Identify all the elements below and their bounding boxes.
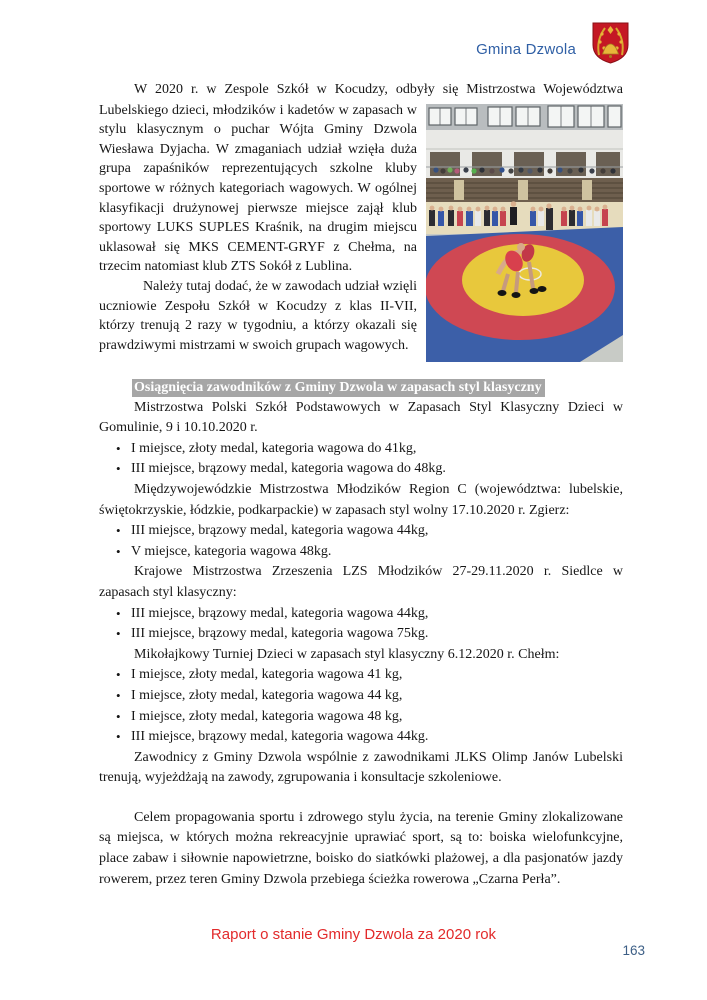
paragraph-sport-places: Celem propagowania sportu i zdrowego stylu życia, na terenie Gminy zlokalizowane są miejsca, w których można rekreacyjnie uprawiać sport, są to: boiska wielofunkcyjne, place zabaw i siłownie napowietrzne, boisko do siatkówki plażowej, a dla pasjonatów jazdy rowerem, przez teren Gminy Dzwola przebiega ścieżka rowerowa „Czarna Perła”. <box>99 809 623 887</box>
header-site-name: Gmina Dzwola <box>476 41 576 58</box>
achievement-item: • III miejsce, brązowy medal, kategoria wagowa 44kg, <box>116 521 623 542</box>
achievement-item: • III miejsce, brązowy medal, kategoria wagowa 44kg. <box>116 727 623 748</box>
event-intro: Mistrzostwa Polski Szkół Podstawowych w Zapasach Styl Klasyczny Dzieci w Gomulinie, 9 i 10.10.2020 r. <box>99 399 623 436</box>
achievement-item: • I miejsce, złoty medal, kategoria wagowa do 41kg, <box>116 439 623 460</box>
event-intro: Krajowe Mistrzostwa Zrzeszenia LZS Młodzików 27-29.11.2020 r. Siedlce w zapasach styl klasyczny: <box>99 564 623 600</box>
event-intro: Międzywojewódzkie Mistrzostwa Młodzików Region C (województwa: lubelskie, świętokrzyskie, łódzkie, podkarpackie) w zapasach styl wolny 17.10.2020 r. Zgierz: <box>99 481 623 518</box>
achievement-item: • I miejsce, złoty medal, kategoria wagowa 44 kg, <box>116 686 623 707</box>
section-heading-highlight: Osiągnięcia zawodników z Gminy Dzwola w zapasach styl klasyczny <box>132 379 545 397</box>
achievement-item: • III miejsce, brązowy medal, kategoria wagowa 44kg, <box>116 604 623 625</box>
achievement-list <box>99 665 623 747</box>
document-body <box>99 80 623 890</box>
page-number: 163 <box>622 943 645 958</box>
wrestling-photo <box>426 104 623 362</box>
paragraph-intro-first-line: W 2020 r. w Zespole Szkół w Kocudzy, odbyły się Mistrzostwa Województwa <box>134 82 623 97</box>
paragraph-training: Zawodnicy z Gminy Dzwola wspólnie z zawodnikami JLKS Olimp Janów Lubelski trenują, wyjeżdżają na zawody, zgrupowania i konsultacje szkoleniowe. <box>99 749 623 786</box>
paragraph-championship: Lubelskiego dzieci, młodzików i kadetów w zapasach w stylu klasycznym o puchar Wójta Gminy Dzwola Wiesława Dyjacha. W zmaganiach udział wzięła duża grupa zapaśników reprezentujących szkolne kluby sportowe w różnych kategoriach wagowych. W ogólnej klasyfikacji drużynowej pierwsze miejsce zajął klub sportowy LUKS SUPLES Kraśnik, na drugim miejscu uklasował się MKS CEMENT-GRYF z Chełma, na trzecim natomiast klub ZTS Sokół z Lublina. <box>99 102 417 275</box>
achievement-item: • III miejsce, brązowy medal, kategoria wagowa do 48kg. <box>116 459 623 480</box>
footer-report-title: Raport o stanie Gminy Dzwola za 2020 rok <box>210 926 497 943</box>
event-intro: Mikołajkowy Turniej Dzieci w zapasach styl klasyczny 6.12.2020 r. Chełm: <box>134 646 560 662</box>
achievement-item: • I miejsce, złoty medal, kategoria wagowa 48 kg, <box>116 707 623 728</box>
achievement-list <box>99 439 623 480</box>
page-header <box>476 22 630 65</box>
achievement-list <box>99 604 623 645</box>
section-heading <box>99 377 623 398</box>
achievement-item: • III miejsce, brązowy medal, kategoria wagowa 75kg. <box>116 624 623 645</box>
achievement-item: • V miejsce, kategoria wagowa 48kg. <box>116 542 623 563</box>
achievement-item: • I miejsce, złoty medal, kategoria wagowa 41 kg, <box>116 665 623 686</box>
achievement-list <box>99 521 623 562</box>
coat-of-arms-icon <box>591 22 630 65</box>
text-photo-row <box>99 101 623 362</box>
wrapped-text-column <box>99 101 417 362</box>
paragraph-students: Należy tutaj dodać, że w zawodach udział wzięli uczniowie Zespołu Szkół w Kocudzy z klas II-VII, którzy trenują 2 razy w tygodniu, a którzy okazali się prawdziwymi mistrzami w swoich grupach wagowych. <box>99 278 417 353</box>
